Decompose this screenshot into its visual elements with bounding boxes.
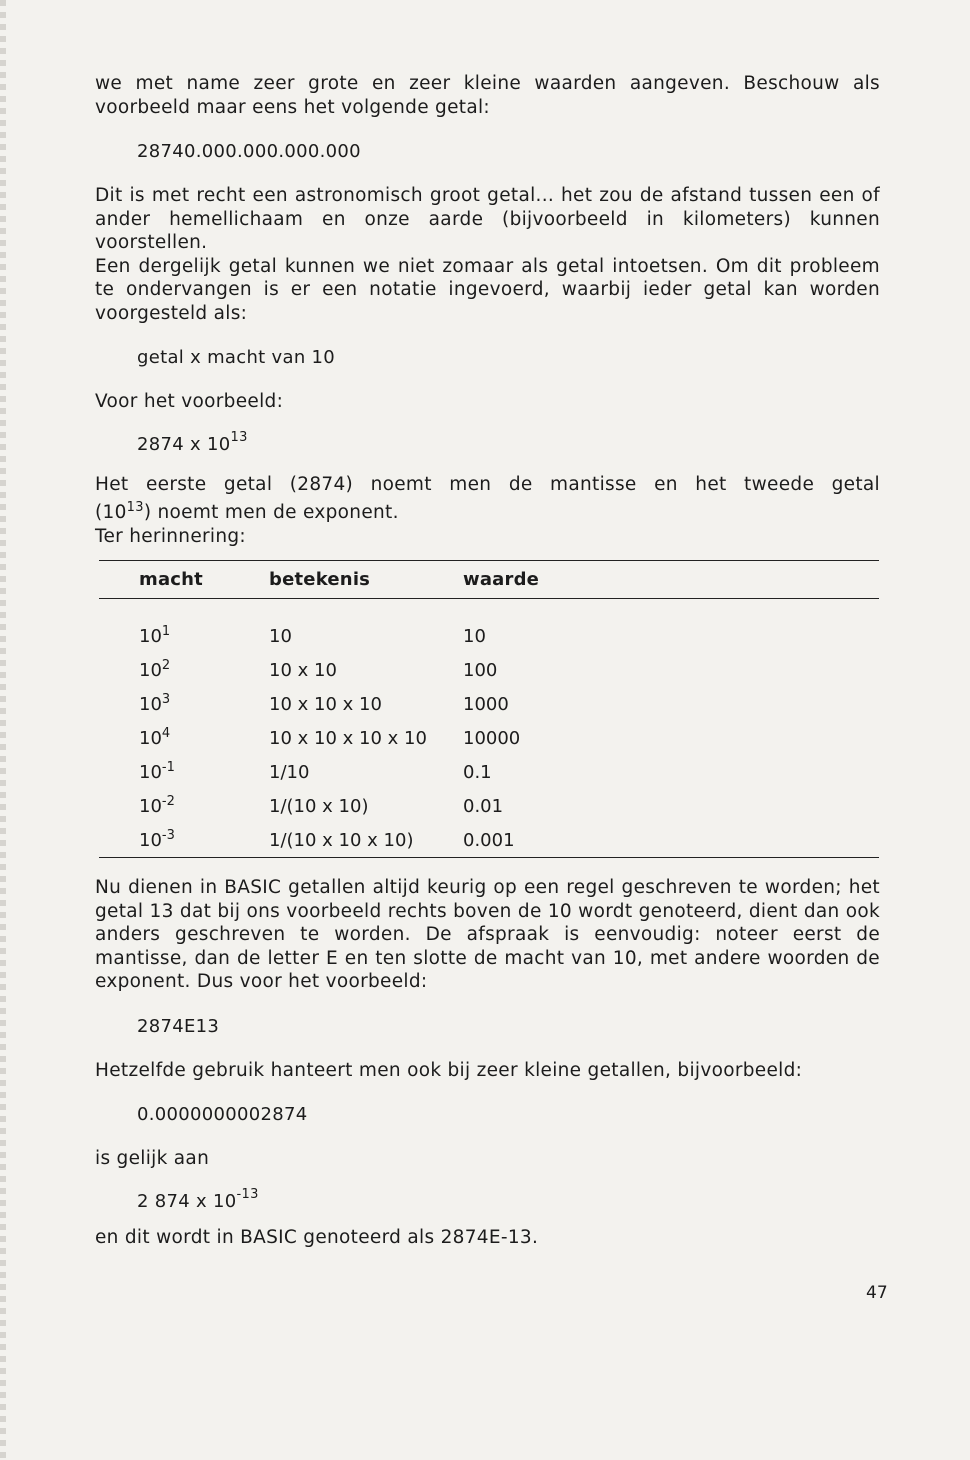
power-exponent: -1: [161, 760, 175, 776]
exponent-close: ) noemt men de exponent.: [143, 502, 399, 524]
paragraph-reminder: Ter herinnering:: [95, 525, 246, 547]
cell-macht: [99, 715, 269, 749]
cell-waarde: 100: [463, 660, 498, 682]
paragraph-notation: Een dergelijk getal kunnen we niet zomaar als getal intoetsen. Om dit probleem te ondervangen is er een notatie ingevoerd, waarbij ieder getal kan worden voorgesteld als:: [95, 255, 880, 324]
table-row: [99, 783, 879, 817]
header-betekenis: betekenis: [269, 569, 371, 591]
header-waarde: waarde: [463, 569, 540, 591]
power-base: 10: [139, 728, 162, 750]
small-number: 0.0000000002874: [137, 1104, 308, 1126]
paragraph-astronomical: Dit is met recht een astronomisch groot getal... het zou de afstand tussen een of ander hemellichaam en onze aarde (bijvoorbeeld in kilometers) kunnen voorstellen.: [95, 185, 880, 253]
table-row: [99, 817, 879, 858]
cell-macht: [99, 681, 269, 715]
power-exponent: 1: [161, 624, 171, 640]
table-row: [99, 599, 879, 648]
small-exponent: -13: [236, 1186, 259, 1202]
table-row: [99, 681, 879, 715]
cell-betekenis: 1/10: [269, 762, 310, 784]
cell-waarde: 0.01: [463, 796, 504, 818]
cell-waarde: 10: [463, 626, 486, 648]
cell-macht: [99, 599, 269, 648]
power-exponent: 3: [161, 692, 171, 708]
page-binding-edge: [0, 0, 6, 1460]
cell-betekenis: 10: [269, 626, 292, 648]
header-macht: macht: [139, 569, 203, 591]
cell-waarde: 10000: [463, 728, 521, 750]
paragraph-intro: we met name zeer grote en zeer kleine waarden aangeven. Beschouw als voorbeeld maar eens het volgende getal:: [95, 73, 880, 118]
power-exponent: -2: [161, 794, 175, 810]
cell-betekenis: 10 x 10 x 10: [269, 694, 382, 716]
power-base: 10: [139, 626, 162, 648]
formula-line: getal x macht van 10: [137, 347, 336, 368]
power-base: 10: [139, 796, 162, 818]
paragraph-basic-rules: Nu dienen in BASIC getallen altijd keurig op een regel geschreven te worden; het getal 13 dat bij ons voorbeeld rechts boven de 10 wordt genoteerd, dient dan ook anders geschreven te worden. De afspraak is eenvoudig: noteer eerst de mantisse, dan de letter E en ten slotte de macht van 10, met andere woorden de exponent. Dus voor het voorbeeld:: [95, 877, 880, 993]
power-exponent: -3: [161, 828, 175, 844]
cell-macht: [99, 817, 269, 858]
cell-waarde: 0.1: [463, 762, 492, 784]
paragraph-for-example: Voor het voorbeeld:: [95, 391, 284, 412]
powers-table: [99, 560, 879, 858]
power-base: 10: [139, 694, 162, 716]
page-body: [95, 68, 880, 1249]
cell-betekenis: 10 x 10: [269, 660, 337, 682]
power-base: 10: [139, 830, 162, 852]
paragraph-small-numbers: Hetzelfde gebruik hanteert men ook bij zeer kleine getallen, bijvoorbeeld:: [95, 1059, 803, 1081]
cell-betekenis: 1/(10 x 10): [269, 796, 369, 818]
exponent-sup: 13: [126, 500, 144, 515]
example-scientific: [95, 429, 880, 455]
paragraph-exponent: [95, 496, 880, 525]
paragraph-basic-notation: en dit wordt in BASIC genoteerd als 2874E-13.: [95, 1226, 539, 1248]
small-scientific: [95, 1186, 880, 1212]
example-large-number: 28740.000.000.000.000: [137, 141, 361, 162]
example-base: 2874 x 10: [137, 433, 231, 455]
page-number: 47: [866, 1283, 888, 1303]
basic-example: 2874E13: [137, 1015, 220, 1037]
table-header-row: [99, 561, 879, 599]
table-row: [99, 647, 879, 681]
cell-macht: [99, 749, 269, 783]
small-base: 2 874 x 10: [137, 1190, 237, 1212]
paragraph-equal-to: is gelijk aan: [95, 1148, 210, 1170]
cell-betekenis: 10 x 10 x 10 x 10: [269, 728, 427, 750]
cell-macht: [99, 647, 269, 681]
power-base: 10: [139, 762, 162, 784]
table-row: [99, 715, 879, 749]
paragraph-mantisse: Het eerste getal (2874) noemt men de mantisse en het tweede getal: [95, 473, 880, 495]
power-base: 10: [139, 660, 162, 682]
example-exponent: 13: [230, 429, 248, 445]
cell-macht: [99, 783, 269, 817]
cell-betekenis: 1/(10 x 10 x 10): [269, 830, 414, 852]
cell-waarde: 0.001: [463, 830, 515, 852]
power-exponent: 4: [161, 726, 171, 742]
exponent-open: (10: [95, 502, 127, 524]
cell-waarde: 1000: [463, 694, 509, 716]
table-row: [99, 749, 879, 783]
power-exponent: 2: [161, 658, 171, 674]
